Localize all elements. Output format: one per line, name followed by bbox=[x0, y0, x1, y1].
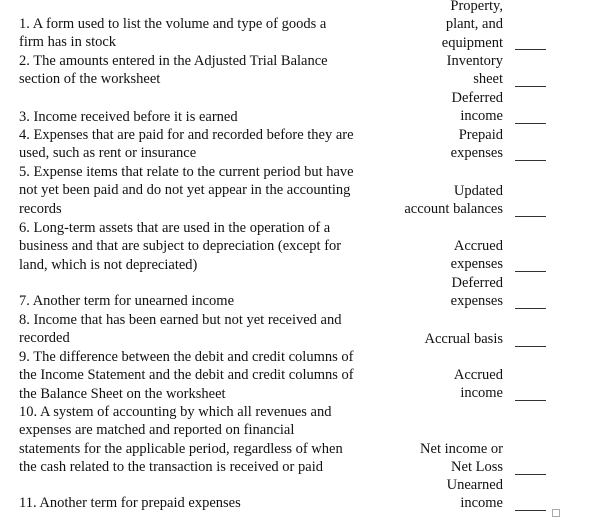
answer-blank-10[interactable] bbox=[515, 474, 546, 475]
answer-blank-9[interactable] bbox=[515, 400, 546, 401]
definition-10 bbox=[19, 403, 343, 477]
definition-4 bbox=[19, 126, 354, 163]
term-line: Deferred bbox=[451, 90, 503, 106]
definition-line: land, which is not depreciated) bbox=[19, 256, 198, 273]
answer-blank-6[interactable] bbox=[515, 271, 546, 272]
term-6 bbox=[451, 237, 503, 274]
term-2 bbox=[447, 52, 503, 89]
term-line: sheet bbox=[473, 71, 503, 88]
term-line: Accrued bbox=[453, 367, 503, 383]
term-8 bbox=[424, 330, 503, 348]
term-line: Net income or bbox=[420, 441, 503, 457]
definition-line: 3. Income received before it is earned bbox=[19, 109, 238, 125]
definition-line: used, such as rent or insurance bbox=[19, 145, 197, 162]
definition-line: recorded bbox=[19, 330, 70, 347]
answer-blank-4[interactable] bbox=[515, 160, 546, 161]
answer-blank-2[interactable] bbox=[515, 86, 546, 87]
definition-5 bbox=[19, 163, 354, 218]
definition-9 bbox=[19, 348, 354, 403]
definition-line: business and that are subject to depreciation (except for bbox=[19, 238, 342, 255]
definition-line: 9. The difference between the debit and credit columns of bbox=[19, 349, 354, 365]
definition-line: the Income Statement and the debit and credit columns of bbox=[19, 367, 354, 384]
definition-8 bbox=[19, 311, 342, 348]
definition-line: 4. Expenses that are paid for and recorded before they are bbox=[19, 127, 354, 143]
term-7 bbox=[451, 274, 503, 311]
definition-line: firm has in stock bbox=[19, 34, 117, 51]
term-line: income bbox=[460, 108, 503, 125]
term-3 bbox=[451, 89, 503, 126]
term-line: account balances bbox=[404, 201, 503, 218]
term-line: Property, bbox=[450, 0, 503, 14]
table-resize-handle[interactable] bbox=[552, 509, 560, 517]
answer-blank-3[interactable] bbox=[515, 123, 546, 124]
definition-line: records bbox=[19, 200, 62, 217]
answer-blank-8[interactable] bbox=[515, 346, 546, 347]
term-10 bbox=[420, 440, 503, 477]
term-line: expenses bbox=[450, 256, 503, 273]
definition-line: 2. The amounts entered in the Adjusted Trial Balance bbox=[19, 53, 328, 69]
definition-line: the Balance Sheet on the worksheet bbox=[19, 385, 226, 402]
definition-11 bbox=[19, 494, 241, 512]
definition-line: expenses are matched and reported on financial bbox=[19, 422, 295, 439]
answer-blank-5[interactable] bbox=[515, 216, 546, 217]
definition-line: not yet been paid and do not yet appear in the accounting bbox=[19, 182, 351, 199]
term-line: Accrual basis bbox=[424, 331, 503, 347]
term-line: expenses bbox=[450, 293, 503, 310]
definition-line: 7. Another term for unearned income bbox=[19, 293, 235, 309]
term-line: Unearned bbox=[446, 477, 503, 493]
definition-1 bbox=[19, 15, 326, 52]
term-line: equipment bbox=[441, 34, 503, 51]
definition-7 bbox=[19, 292, 234, 310]
definition-line: the cash related to the transaction is received or paid bbox=[19, 459, 323, 476]
term-line: income bbox=[460, 385, 503, 402]
term-line: Inventory bbox=[446, 53, 503, 69]
definition-line: 10. A system of accounting by which all revenues and bbox=[19, 404, 332, 420]
definition-line: 8. Income that has been earned but not yet received and bbox=[19, 312, 342, 328]
term-11 bbox=[447, 476, 503, 513]
term-line: expenses bbox=[450, 145, 503, 162]
term-4 bbox=[451, 126, 503, 163]
definition-6 bbox=[19, 219, 341, 274]
definition-3 bbox=[19, 108, 238, 126]
definition-line: 1. A form used to list the volume and type of goods a bbox=[19, 16, 327, 32]
definition-line: section of the worksheet bbox=[19, 71, 161, 88]
answer-blank-1[interactable] bbox=[515, 49, 546, 50]
term-line: income bbox=[460, 495, 503, 512]
term-line: Net Loss bbox=[451, 459, 503, 476]
term-line: Accrued bbox=[453, 238, 503, 254]
term-9 bbox=[454, 366, 503, 403]
term-1 bbox=[442, 0, 503, 52]
definition-line: statements for the applicable period, regardless of when bbox=[19, 440, 343, 457]
term-line: plant, and bbox=[445, 16, 503, 33]
definition-line: 11. Another term for prepaid expenses bbox=[19, 495, 241, 511]
term-line: Updated bbox=[453, 183, 503, 199]
answer-blank-11[interactable] bbox=[515, 510, 546, 511]
term-line: Deferred bbox=[451, 275, 503, 291]
definition-line: 5. Expense items that relate to the current period but have bbox=[19, 164, 354, 180]
term-line: Prepaid bbox=[458, 127, 503, 143]
definition-line: 6. Long-term assets that are used in the operation of a bbox=[19, 220, 331, 236]
definition-2 bbox=[19, 52, 328, 89]
term-5 bbox=[404, 182, 503, 219]
answer-blank-7[interactable] bbox=[515, 308, 546, 309]
